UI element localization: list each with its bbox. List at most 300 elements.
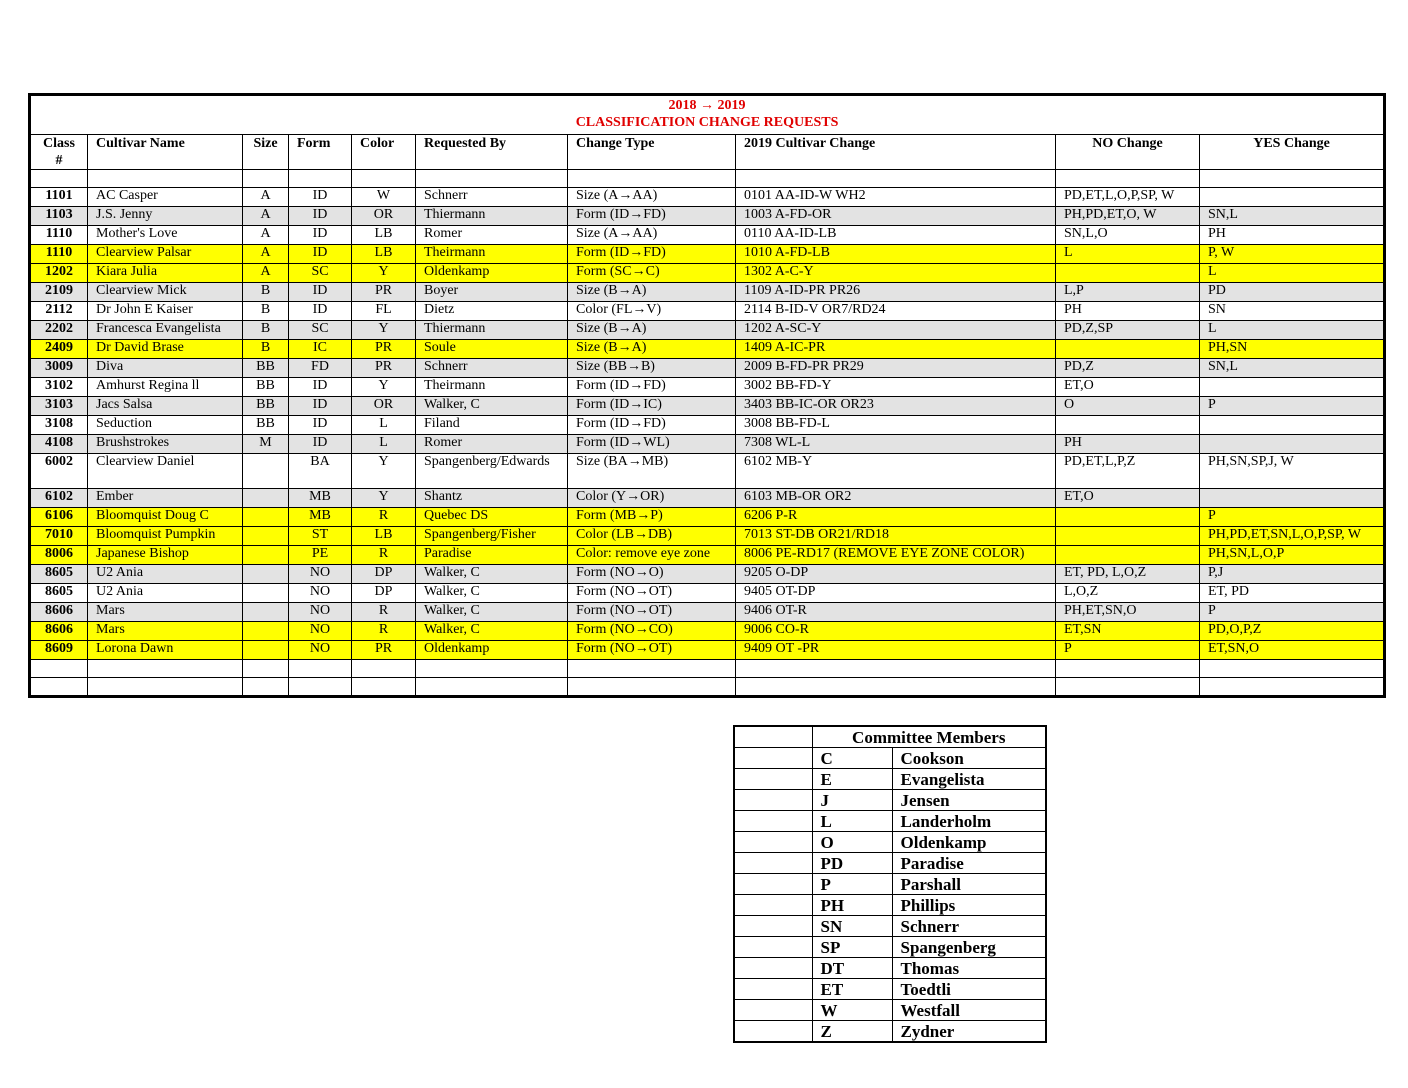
cell-name: Clearview Palsar [88,245,243,264]
member-code: SP [812,937,892,958]
cell-form: ID [289,378,352,397]
cell-by: Romer [416,435,568,454]
table-row [30,584,1385,603]
cell-type: Size (B→A) [568,340,736,359]
cell-size: B [243,302,289,321]
cell-type: Form (NO→O) [568,565,736,584]
member-name: Oldenkamp [892,832,1046,853]
member-code: Z [812,1021,892,1043]
member-code: P [812,874,892,895]
table-row [30,435,1385,454]
cell-size [243,603,289,622]
cell-by: Thiermann [416,321,568,340]
cell-no [1056,546,1200,565]
cell-no: L,P [1056,283,1200,302]
table-row [30,283,1385,302]
cell-color: PR [352,283,416,302]
cell-by: Oldenkamp [416,641,568,660]
blank-row [30,678,1385,697]
title-years: 2018 → 2019 [668,98,746,113]
cell-size: BB [243,359,289,378]
cell-size [243,489,289,508]
cell-color: Y [352,454,416,489]
cell-yes [1200,489,1385,508]
cell-type: Color (FL→V) [568,302,736,321]
cell-name: Mother's Love [88,226,243,245]
cell-size: B [243,283,289,302]
cell-size: A [243,188,289,207]
member-name: Spangenberg [892,937,1046,958]
committee-row [734,874,1046,895]
cell-name: Francesca Evangelista [88,321,243,340]
cell-color: LB [352,226,416,245]
member-name: Evangelista [892,769,1046,790]
cell-form: ID [289,226,352,245]
cell-no: P [1056,641,1200,660]
cell-type: Form (NO→OT) [568,641,736,660]
cell-by: Paradise [416,546,568,565]
committee-row [734,895,1046,916]
cell-no: PD,Z,SP [1056,321,1200,340]
header-class: Class # [30,135,88,170]
cell-by: Oldenkamp [416,264,568,283]
cell-type: Form (NO→OT) [568,603,736,622]
cell-yes: P, W [1200,245,1385,264]
table-row [30,321,1385,340]
cell-name: Ember [88,489,243,508]
cell-type: Size (A→AA) [568,226,736,245]
committee-row [734,916,1046,937]
cell-form: ID [289,302,352,321]
cell-change: 0101 AA-ID-W WH2 [736,188,1056,207]
committee-row [734,748,1046,769]
cell-type: Size (B→A) [568,321,736,340]
cell-no: PD,ET,L,P,Z [1056,454,1200,489]
cell-no: PD,ET,L,O,P,SP, W [1056,188,1200,207]
table-row [30,264,1385,283]
cell-yes: PD,O,P,Z [1200,622,1385,641]
cell-size: BB [243,378,289,397]
cell-name: Dr John E Kaiser [88,302,243,321]
cell-cls: 6106 [30,508,88,527]
cell-cls: 8006 [30,546,88,565]
cell-name: Brushstrokes [88,435,243,454]
cell-by: Walker, C [416,603,568,622]
cell-name: AC Casper [88,188,243,207]
cell-change: 1202 A-SC-Y [736,321,1056,340]
cell-by: Walker, C [416,584,568,603]
committee-blank-cell [734,748,812,769]
cell-no: PH,ET,SN,O [1056,603,1200,622]
cell-yes: ET,SN,O [1200,641,1385,660]
cell-no: L,O,Z [1056,584,1200,603]
cell-change: 6102 MB-Y [736,454,1056,489]
cell-no: PH [1056,435,1200,454]
cell-yes: PH,SN,L,O,P [1200,546,1385,565]
table-row [30,226,1385,245]
cell-form: NO [289,603,352,622]
cell-change: 9006 CO-R [736,622,1056,641]
committee-blank-cell [734,979,812,1000]
table-row [30,527,1385,546]
cell-size: A [243,226,289,245]
cell-by: Walker, C [416,565,568,584]
cell-form: BA [289,454,352,489]
cell-cls: 2112 [30,302,88,321]
cell-form: NO [289,584,352,603]
cell-size: BB [243,397,289,416]
cell-name: Mars [88,603,243,622]
member-name: Zydner [892,1021,1046,1043]
cell-cls: 8605 [30,584,88,603]
cell-change: 9205 O-DP [736,565,1056,584]
table-row [30,641,1385,660]
member-name: Phillips [892,895,1046,916]
table-row [30,188,1385,207]
header-cultivar: Cultivar Name [88,135,243,170]
table-row [30,302,1385,321]
cell-yes: P,J [1200,565,1385,584]
cell-change: 1409 A-IC-PR [736,340,1056,359]
header-change-type: Change Type [568,135,736,170]
cell-yes: PH [1200,226,1385,245]
member-code: ET [812,979,892,1000]
cell-cls: 8605 [30,565,88,584]
cell-yes: SN [1200,302,1385,321]
cell-change: 0110 AA-ID-LB [736,226,1056,245]
cell-no [1056,416,1200,435]
cell-cls: 1110 [30,245,88,264]
committee-members-table [733,725,1047,1043]
committee-row [734,1021,1046,1043]
cell-cls: 1101 [30,188,88,207]
cell-yes: P [1200,603,1385,622]
cell-size: B [243,340,289,359]
committee-row [734,790,1046,811]
cell-size [243,584,289,603]
cell-form: PE [289,546,352,565]
cell-type: Form (ID→WL) [568,435,736,454]
cell-yes: PH,SN,SP,J, W [1200,454,1385,489]
member-code: O [812,832,892,853]
table-row [30,546,1385,565]
cell-name: Amhurst Regina ll [88,378,243,397]
member-name: Parshall [892,874,1046,895]
cell-no: L [1056,245,1200,264]
member-name: Landerholm [892,811,1046,832]
committee-blank-cell [734,790,812,811]
cell-cls: 1110 [30,226,88,245]
member-name: Jensen [892,790,1046,811]
cell-cls: 6102 [30,489,88,508]
committee-blank-cell [734,853,812,874]
cell-color: Y [352,489,416,508]
cell-change: 9406 OT-R [736,603,1056,622]
cell-type: Size (BA→MB) [568,454,736,489]
cell-cls: 8609 [30,641,88,660]
cell-type: Form (ID→FD) [568,416,736,435]
member-code: DT [812,958,892,979]
cell-by: Shantz [416,489,568,508]
cell-yes: P [1200,397,1385,416]
cell-form: SC [289,321,352,340]
cell-size: A [243,245,289,264]
cell-size: A [243,207,289,226]
cell-color: W [352,188,416,207]
cell-yes: P [1200,508,1385,527]
table-body [30,170,1385,697]
cell-name: Lorona Dawn [88,641,243,660]
blank-row [30,170,1385,188]
cell-color: DP [352,584,416,603]
cell-form: ID [289,416,352,435]
header-color: Color [352,135,416,170]
committee-row [734,937,1046,958]
table-row [30,416,1385,435]
cell-form: ST [289,527,352,546]
cell-no: O [1056,397,1200,416]
cell-form: MB [289,489,352,508]
cell-name: Dr David Brase [88,340,243,359]
cell-yes: PH,SN [1200,340,1385,359]
header-requested-by: Requested By [416,135,568,170]
table-row [30,207,1385,226]
cell-color: LB [352,527,416,546]
cell-change: 1109 A-ID-PR PR26 [736,283,1056,302]
cell-size [243,641,289,660]
cell-change: 2114 B-ID-V OR7/RD24 [736,302,1056,321]
cell-no [1056,508,1200,527]
cell-name: Kiara Julia [88,264,243,283]
member-name: Thomas [892,958,1046,979]
committee-blank-cell [734,832,812,853]
cell-by: Walker, C [416,622,568,641]
cell-form: ID [289,283,352,302]
committee-row [734,811,1046,832]
cell-cls: 7010 [30,527,88,546]
committee-blank-cell [734,1021,812,1043]
committee-blank-cell [734,811,812,832]
cell-color: L [352,435,416,454]
cell-yes: PH,PD,ET,SN,L,O,P,SP, W [1200,527,1385,546]
cell-size [243,454,289,489]
table-row [30,359,1385,378]
table-row [30,622,1385,641]
cell-cls: 1202 [30,264,88,283]
table-row [30,508,1385,527]
cell-form: ID [289,397,352,416]
cell-type: Form (ID→FD) [568,378,736,397]
cell-name: U2 Ania [88,584,243,603]
cell-no: ET,O [1056,378,1200,397]
cell-form: FD [289,359,352,378]
cell-color: FL [352,302,416,321]
cell-size: M [243,435,289,454]
cell-by: Thiermann [416,207,568,226]
cell-size [243,527,289,546]
cell-size: A [243,264,289,283]
committee-blank-cell [734,958,812,979]
cell-type: Size (B→A) [568,283,736,302]
cell-color: LB [352,245,416,264]
cell-name: Clearview Mick [88,283,243,302]
cell-name: Seduction [88,416,243,435]
member-name: Cookson [892,748,1046,769]
cell-form: MB [289,508,352,527]
table-row [30,489,1385,508]
committee-row [734,832,1046,853]
committee-blank-cell [734,726,812,748]
cell-form: ID [289,188,352,207]
table-row [30,603,1385,622]
member-name: Toedtli [892,979,1046,1000]
cell-type: Size (A→AA) [568,188,736,207]
cell-size [243,546,289,565]
cell-color: PR [352,340,416,359]
committee-blank-cell [734,937,812,958]
cell-change: 6206 P-R [736,508,1056,527]
member-code: PD [812,853,892,874]
cell-color: Y [352,264,416,283]
committee-row [734,958,1046,979]
cell-name: Jacs Salsa [88,397,243,416]
cell-form: IC [289,340,352,359]
cell-cls: 3009 [30,359,88,378]
cell-no: PH [1056,302,1200,321]
cell-change: 1302 A-C-Y [736,264,1056,283]
cell-by: Walker, C [416,397,568,416]
committee-row [734,769,1046,790]
cell-name: Clearview Daniel [88,454,243,489]
cell-size [243,622,289,641]
cell-type: Form (SC→C) [568,264,736,283]
committee-blank-cell [734,895,812,916]
cell-color: R [352,622,416,641]
cell-cls: 2409 [30,340,88,359]
cell-type: Color (LB→DB) [568,527,736,546]
cell-cls: 2109 [30,283,88,302]
cell-no [1056,527,1200,546]
cell-change: 9409 OT -PR [736,641,1056,660]
member-name: Paradise [892,853,1046,874]
committee-title: Committee Members [812,726,1046,748]
cell-cls: 1103 [30,207,88,226]
cell-type: Form (ID→FD) [568,207,736,226]
cell-by: Schnerr [416,359,568,378]
cell-by: Filand [416,416,568,435]
cell-by: Quebec DS [416,508,568,527]
cell-size: BB [243,416,289,435]
cell-by: Theirmann [416,245,568,264]
member-code: J [812,790,892,811]
cell-color: R [352,546,416,565]
table-row [30,397,1385,416]
cell-by: Romer [416,226,568,245]
member-code: E [812,769,892,790]
cell-color: PR [352,641,416,660]
table-row [30,454,1385,489]
committee-blank-cell [734,874,812,895]
cell-type: Size (BB→B) [568,359,736,378]
cell-change: 7308 WL-L [736,435,1056,454]
committee-blank-cell [734,1000,812,1021]
cell-yes [1200,378,1385,397]
cell-cls: 3102 [30,378,88,397]
cell-name: Japanese Bishop [88,546,243,565]
cell-no: ET,O [1056,489,1200,508]
committee-blank-cell [734,769,812,790]
cell-form: SC [289,264,352,283]
cell-change: 3008 BB-FD-L [736,416,1056,435]
cell-color: PR [352,359,416,378]
cell-name: Diva [88,359,243,378]
cell-change: 8006 PE-RD17 (REMOVE EYE ZONE COLOR) [736,546,1056,565]
cell-type: Form (NO→CO) [568,622,736,641]
header-size: Size [243,135,289,170]
member-code: L [812,811,892,832]
blank-row [30,660,1385,678]
cell-yes: SN,L [1200,207,1385,226]
committee-row [734,853,1046,874]
cell-type: Form (ID→IC) [568,397,736,416]
cell-form: NO [289,622,352,641]
member-code: PH [812,895,892,916]
member-code: C [812,748,892,769]
header-cultivar-change: 2019 Cultivar Change [736,135,1056,170]
cell-name: J.S. Jenny [88,207,243,226]
cell-name: U2 Ania [88,565,243,584]
cell-cls: 8606 [30,622,88,641]
committee-row [734,979,1046,1000]
cell-name: Mars [88,622,243,641]
cell-cls: 3108 [30,416,88,435]
cell-form: NO [289,641,352,660]
cell-change: 6103 MB-OR OR2 [736,489,1056,508]
cell-no: PD,Z [1056,359,1200,378]
member-code: W [812,1000,892,1021]
cell-size [243,565,289,584]
cell-color: Y [352,378,416,397]
cell-type: Form (ID→FD) [568,245,736,264]
header-no-change: NO Change [1056,135,1200,170]
cell-change: 1003 A-FD-OR [736,207,1056,226]
cell-change: 1010 A-FD-LB [736,245,1056,264]
cell-form: NO [289,565,352,584]
cell-by: Theirmann [416,378,568,397]
cell-yes [1200,435,1385,454]
header-form: Form [289,135,352,170]
cell-change: 3403 BB-IC-OR OR23 [736,397,1056,416]
cell-color: OR [352,397,416,416]
cell-by: Spangenberg/Fisher [416,527,568,546]
cell-cls: 8606 [30,603,88,622]
cell-yes: ET, PD [1200,584,1385,603]
cell-no: ET, PD, L,O,Z [1056,565,1200,584]
cell-size: B [243,321,289,340]
cell-form: ID [289,207,352,226]
cell-yes [1200,188,1385,207]
cell-no: ET,SN [1056,622,1200,641]
table-title [30,95,1385,135]
cell-by: Spangenberg/Edwards [416,454,568,489]
classification-change-table [28,93,1386,698]
cell-color: R [352,603,416,622]
cell-by: Soule [416,340,568,359]
cell-no: SN,L,O [1056,226,1200,245]
cell-yes: L [1200,321,1385,340]
cell-no: PH,PD,ET,O, W [1056,207,1200,226]
table-row [30,378,1385,397]
